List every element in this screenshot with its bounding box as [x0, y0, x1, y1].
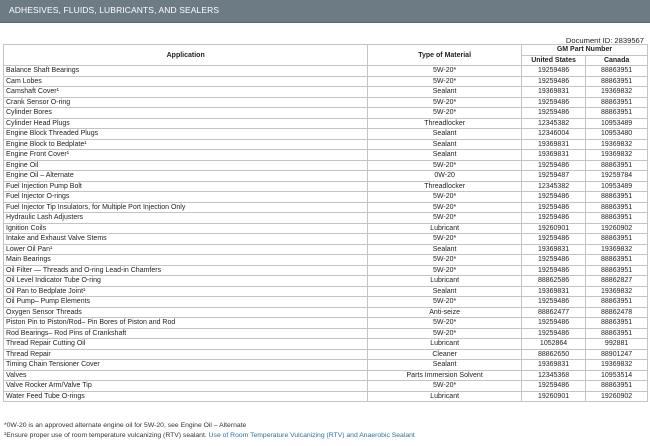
cell-type-of-material: 5W-20*	[368, 381, 522, 392]
cell-type-of-material: Sealant	[368, 244, 522, 255]
cell-type-of-material: 5W-20*	[368, 160, 522, 171]
cell-application: Water Feed Tube O-rings	[4, 391, 368, 402]
footnote-oil: *0W-20 is an approved alternate engine oil for 5W-20, see Engine Oil – Alternate	[4, 422, 247, 429]
header-canada: Canada	[586, 55, 648, 66]
rtv-sealant-link[interactable]: Use of Room Temperature Vulcanizing (RTV) and Anaerobic Sealant	[208, 432, 415, 439]
cell-us-part-number: 88862586	[521, 276, 585, 287]
cell-application: Oil Pan to Bedplate Joint¹	[4, 286, 368, 297]
parts-table	[3, 44, 648, 402]
table-row	[4, 160, 648, 171]
cell-type-of-material: Parts Immersion Solvent	[368, 370, 522, 381]
cell-canada-part-number: 19369832	[586, 139, 648, 150]
cell-type-of-material: Sealant	[368, 286, 522, 297]
cell-us-part-number: 19259487	[521, 171, 585, 182]
cell-type-of-material: 5W-20*	[368, 192, 522, 203]
cell-canada-part-number: 19369832	[586, 360, 648, 371]
table-row	[4, 213, 648, 224]
document-id: Document ID: 2839567	[565, 36, 644, 45]
cell-canada-part-number: 88862478	[586, 307, 648, 318]
cell-canada-part-number: 992881	[586, 339, 648, 350]
cell-us-part-number: 88862477	[521, 307, 585, 318]
table-row	[4, 360, 648, 371]
table-row	[4, 244, 648, 255]
cell-application: Fuel Injection Pump Bolt	[4, 181, 368, 192]
cell-type-of-material: Lubricant	[368, 223, 522, 234]
cell-canada-part-number: 88863951	[586, 265, 648, 276]
cell-application: Crank Sensor O-ring	[4, 97, 368, 108]
cell-canada-part-number: 88863951	[586, 328, 648, 339]
cell-type-of-material: 5W-20*	[368, 202, 522, 213]
table-row	[4, 318, 648, 329]
cell-us-part-number: 19259486	[521, 328, 585, 339]
cell-us-part-number: 88862650	[521, 349, 585, 360]
table-row	[4, 307, 648, 318]
cell-type-of-material: 5W-20*	[368, 97, 522, 108]
cell-us-part-number: 19369831	[521, 87, 585, 98]
cell-type-of-material: 5W-20*	[368, 318, 522, 329]
cell-type-of-material: 5W-20*	[368, 234, 522, 245]
header-united-states: United States	[521, 55, 585, 66]
section-title: ADHESIVES, FLUIDS, LUBRICANTS, AND SEALERS	[9, 5, 220, 15]
cell-type-of-material: Anti-seize	[368, 307, 522, 318]
cell-us-part-number: 19259486	[521, 66, 585, 77]
cell-canada-part-number: 88863951	[586, 234, 648, 245]
table-row	[4, 66, 648, 77]
table-body	[4, 66, 648, 402]
cell-canada-part-number: 88863951	[586, 108, 648, 119]
cell-canada-part-number: 88863951	[586, 297, 648, 308]
cell-type-of-material: 5W-20*	[368, 108, 522, 119]
cell-application: Fuel Injector Tip Insulators, for Multiple Port Injection Only	[4, 202, 368, 213]
section-header	[0, 0, 650, 23]
cell-type-of-material: Lubricant	[368, 391, 522, 402]
table-row	[4, 370, 648, 381]
cell-application: Hydraulic Lash Adjusters	[4, 213, 368, 224]
cell-application: Oxygen Sensor Threads	[4, 307, 368, 318]
cell-us-part-number: 19259486	[521, 265, 585, 276]
cell-type-of-material: Sealant	[368, 360, 522, 371]
cell-us-part-number: 19259486	[521, 213, 585, 224]
cell-type-of-material: Threadlocker	[368, 181, 522, 192]
cell-application: Engine Block to Bedplate¹	[4, 139, 368, 150]
cell-application: Cam Lobes	[4, 76, 368, 87]
header-application: Application	[4, 45, 368, 66]
cell-canada-part-number: 10953489	[586, 181, 648, 192]
footnote-rtv-text: ¹Ensure proper use of room temperature vulcanizing (RTV) sealant.	[4, 432, 209, 439]
cell-canada-part-number: 88863951	[586, 381, 648, 392]
cell-us-part-number: 19259486	[521, 108, 585, 119]
cell-type-of-material: 0W-20	[368, 171, 522, 182]
cell-canada-part-number: 88863951	[586, 160, 648, 171]
table-row	[4, 108, 648, 119]
cell-us-part-number: 19369831	[521, 244, 585, 255]
cell-us-part-number: 19369831	[521, 360, 585, 371]
header-gm-part-number: GM Part Number	[521, 45, 647, 56]
cell-us-part-number: 19259486	[521, 234, 585, 245]
cell-application: Balance Shaft Bearings	[4, 66, 368, 77]
cell-canada-part-number: 10953480	[586, 129, 648, 140]
cell-us-part-number: 19259486	[521, 381, 585, 392]
cell-application: Lower Oil Pan¹	[4, 244, 368, 255]
table-row	[4, 255, 648, 266]
cell-type-of-material: Lubricant	[368, 339, 522, 350]
table-row	[4, 223, 648, 234]
cell-type-of-material: 5W-20*	[368, 76, 522, 87]
header-type-of-material: Type of Material	[368, 45, 522, 66]
cell-application: Timing Chain Tensioner Cover	[4, 360, 368, 371]
cell-application: Engine Front Cover¹	[4, 150, 368, 161]
cell-canada-part-number: 19369832	[586, 244, 648, 255]
table-row	[4, 297, 648, 308]
cell-type-of-material: 5W-20*	[368, 297, 522, 308]
cell-us-part-number: 19260901	[521, 223, 585, 234]
table-row	[4, 192, 648, 203]
cell-us-part-number: 19259486	[521, 297, 585, 308]
table-row	[4, 381, 648, 392]
table-row	[4, 87, 648, 98]
cell-canada-part-number: 88901247	[586, 349, 648, 360]
cell-application: Valves	[4, 370, 368, 381]
cell-type-of-material: 5W-20*	[368, 66, 522, 77]
cell-type-of-material: 5W-20*	[368, 265, 522, 276]
cell-us-part-number: 12345368	[521, 370, 585, 381]
table-row	[4, 391, 648, 402]
cell-application: Cylinder Bores	[4, 108, 368, 119]
table-row	[4, 276, 648, 287]
cell-us-part-number: 19260901	[521, 391, 585, 402]
cell-us-part-number: 19259486	[521, 255, 585, 266]
table-row	[4, 349, 648, 360]
cell-us-part-number: 19369831	[521, 286, 585, 297]
cell-canada-part-number: 19369832	[586, 286, 648, 297]
cell-type-of-material: Sealant	[368, 139, 522, 150]
cell-application: Oil Level Indicator Tube O-ring	[4, 276, 368, 287]
cell-application: Piston Pin to Piston/Rod– Pin Bores of Piston and Rod	[4, 318, 368, 329]
table-row	[4, 118, 648, 129]
footnote-rtv	[4, 431, 415, 441]
cell-application: Valve Rocker Arm/Valve Tip	[4, 381, 368, 392]
cell-us-part-number: 19369831	[521, 139, 585, 150]
cell-canada-part-number: 88863951	[586, 76, 648, 87]
table-row	[4, 234, 648, 245]
cell-canada-part-number: 19260902	[586, 223, 648, 234]
cell-canada-part-number: 19369832	[586, 87, 648, 98]
cell-application: Thread Repair	[4, 349, 368, 360]
table-row	[4, 129, 648, 140]
table-row	[4, 97, 648, 108]
cell-application: Engine Block Threaded Plugs	[4, 129, 368, 140]
table-row	[4, 150, 648, 161]
cell-canada-part-number: 88863951	[586, 255, 648, 266]
cell-application: Cylinder Head Plugs	[4, 118, 368, 129]
table-row	[4, 76, 648, 87]
cell-canada-part-number: 10953489	[586, 118, 648, 129]
cell-us-part-number: 19369831	[521, 150, 585, 161]
cell-application: Oil Pump– Pump Elements	[4, 297, 368, 308]
table-row	[4, 286, 648, 297]
table-row	[4, 339, 648, 350]
table-row	[4, 181, 648, 192]
table-row	[4, 202, 648, 213]
cell-type-of-material: Sealant	[368, 150, 522, 161]
cell-canada-part-number: 88863951	[586, 97, 648, 108]
cell-application: Camshaft Cover¹	[4, 87, 368, 98]
table-row	[4, 328, 648, 339]
cell-canada-part-number: 88863951	[586, 213, 648, 224]
cell-canada-part-number: 19260902	[586, 391, 648, 402]
cell-canada-part-number: 10953514	[586, 370, 648, 381]
cell-type-of-material: 5W-20*	[368, 255, 522, 266]
cell-us-part-number: 1052864	[521, 339, 585, 350]
cell-application: Engine Oil	[4, 160, 368, 171]
table-row	[4, 171, 648, 182]
cell-us-part-number: 12345382	[521, 118, 585, 129]
cell-us-part-number: 12345382	[521, 181, 585, 192]
cell-application: Ignition Coils	[4, 223, 368, 234]
cell-us-part-number: 19259486	[521, 160, 585, 171]
cell-application: Fuel Injector O-rings	[4, 192, 368, 203]
cell-application: Intake and Exhaust Valve Stems	[4, 234, 368, 245]
cell-canada-part-number: 19259784	[586, 171, 648, 182]
cell-canada-part-number: 88863951	[586, 192, 648, 203]
cell-us-part-number: 12346004	[521, 129, 585, 140]
cell-canada-part-number: 88863951	[586, 66, 648, 77]
cell-us-part-number: 19259486	[521, 318, 585, 329]
cell-application: Rod Bearings– Rod Pins of Crankshaft	[4, 328, 368, 339]
cell-type-of-material: Cleaner	[368, 349, 522, 360]
cell-type-of-material: 5W-20*	[368, 328, 522, 339]
cell-canada-part-number: 19369832	[586, 150, 648, 161]
table-row	[4, 265, 648, 276]
cell-us-part-number: 19259486	[521, 202, 585, 213]
cell-type-of-material: Threadlocker	[368, 118, 522, 129]
cell-us-part-number: 19259486	[521, 192, 585, 203]
cell-us-part-number: 19259486	[521, 97, 585, 108]
cell-application: Main Bearings	[4, 255, 368, 266]
cell-application: Engine Oil – Alternate	[4, 171, 368, 182]
cell-application: Oil Filter — Threads and O-ring Lead-in Chamfers	[4, 265, 368, 276]
cell-canada-part-number: 88863951	[586, 202, 648, 213]
cell-type-of-material: Sealant	[368, 87, 522, 98]
cell-canada-part-number: 88862827	[586, 276, 648, 287]
cell-application: Thread Repair Cutting Oil	[4, 339, 368, 350]
cell-canada-part-number: 88863951	[586, 318, 648, 329]
table-row	[4, 139, 648, 150]
cell-type-of-material: Sealant	[368, 129, 522, 140]
cell-type-of-material: 5W-20*	[368, 213, 522, 224]
cell-us-part-number: 19259486	[521, 76, 585, 87]
cell-type-of-material: Lubricant	[368, 276, 522, 287]
footnotes	[4, 421, 415, 441]
